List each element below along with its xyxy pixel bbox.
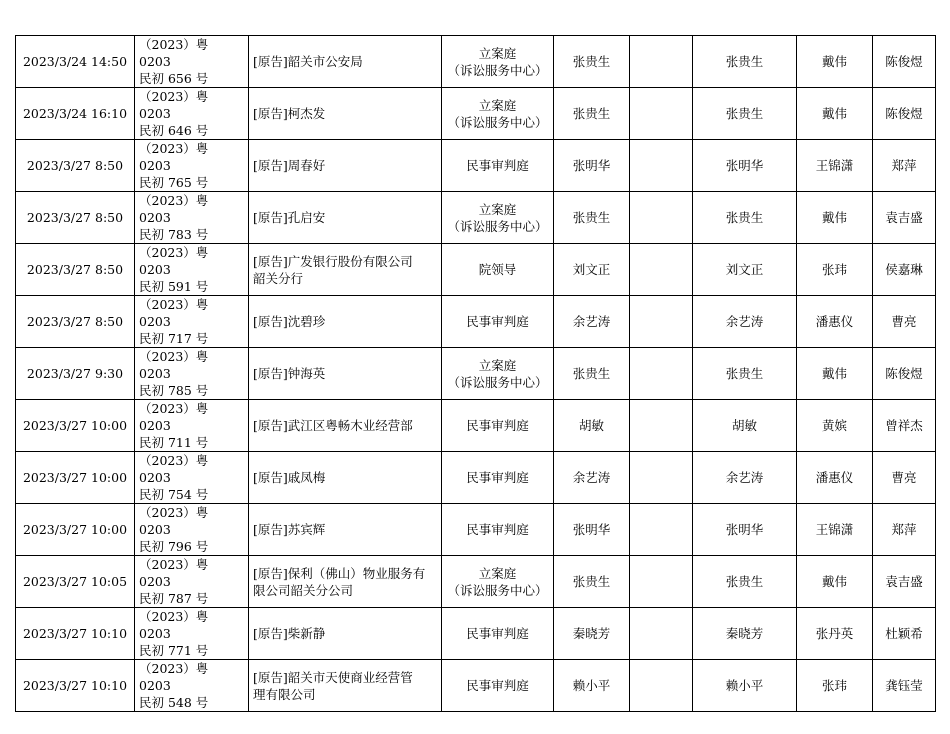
judge-assistant-cell [797, 400, 873, 452]
judge-assistant-cell-text: 王锦潇 [815, 522, 854, 537]
party-cell [249, 660, 442, 712]
table-row [16, 400, 936, 452]
clerk-cell-text: 龚钰莹 [885, 678, 923, 693]
party-cell [249, 36, 442, 88]
judge-assistant-cell [797, 88, 873, 140]
presiding-judge-cell-text: 张贵生 [725, 574, 764, 589]
hearing-time-cell-text: 2023/3/27 8:50 [26, 158, 124, 173]
table-row [16, 192, 936, 244]
judge-cell [554, 140, 630, 192]
blank-cell [630, 296, 693, 348]
presiding-judge-cell [693, 608, 797, 660]
hearing-time-cell-text: 2023/3/27 10:00 [22, 418, 128, 433]
hearing-time-cell [16, 608, 135, 660]
judge-cell-text: 张贵生 [572, 54, 611, 69]
judge-assistant-cell-text: 戴伟 [821, 574, 847, 589]
presiding-judge-cell [693, 556, 797, 608]
judge-assistant-cell-text: 张玮 [821, 678, 847, 693]
judge-cell-text: 张贵生 [572, 366, 611, 381]
tribunal-cell-text: 民事审判庭 [466, 678, 529, 693]
judge-cell [554, 504, 630, 556]
case-number-cell-text: （2023）粤 0203 [139, 89, 209, 121]
clerk-cell [873, 88, 936, 140]
case-number-cell-text: 民初 717 号 [139, 331, 209, 346]
hearing-time-cell [16, 400, 135, 452]
judge-assistant-cell-text: 戴伟 [821, 54, 847, 69]
table-row [16, 660, 936, 712]
tribunal-cell-text: （诉讼服务中心） [447, 62, 548, 78]
party-cell-text: [原告]保利（佛山）物业服务有 [253, 565, 426, 581]
party-cell-text: [原告]孔启安 [253, 210, 326, 225]
clerk-cell-text: 郑萍 [891, 158, 917, 173]
clerk-cell [873, 36, 936, 88]
hearing-time-cell-text: 2023/3/27 10:10 [22, 678, 128, 693]
clerk-cell-text: 郑萍 [891, 522, 917, 537]
party-cell-text: [原告]韶关市公安局 [253, 54, 363, 69]
judge-cell-text: 胡敏 [578, 418, 604, 433]
clerk-cell [873, 348, 936, 400]
judge-assistant-cell [797, 244, 873, 296]
case-number-cell-text: （2023）粤 0203 [139, 245, 209, 277]
presiding-judge-cell-text: 张贵生 [725, 210, 764, 225]
table-row [16, 504, 936, 556]
tribunal-cell-text: 立案庭 [478, 97, 517, 113]
case-number-cell-text: 民初 771 号 [139, 643, 209, 658]
judge-assistant-cell [797, 348, 873, 400]
presiding-judge-cell [693, 244, 797, 296]
party-cell [249, 504, 442, 556]
judge-cell [554, 556, 630, 608]
judge-cell [554, 36, 630, 88]
clerk-cell [873, 192, 936, 244]
case-number-cell-text: （2023）粤 0203 [139, 349, 209, 381]
judge-cell [554, 88, 630, 140]
judge-assistant-cell-text: 黄嫔 [821, 418, 847, 433]
hearing-time-cell-text: 2023/3/27 10:00 [22, 522, 128, 537]
tribunal-cell [442, 348, 554, 400]
hearing-time-cell [16, 140, 135, 192]
table-row [16, 556, 936, 608]
judge-cell-text: 余艺涛 [572, 314, 611, 329]
tribunal-cell-text: （诉讼服务中心） [447, 218, 548, 234]
case-number-cell [135, 400, 249, 452]
judge-assistant-cell [797, 140, 873, 192]
clerk-cell-text: 袁吉盛 [885, 210, 923, 225]
presiding-judge-cell [693, 452, 797, 504]
tribunal-cell-text: （诉讼服务中心） [447, 374, 548, 390]
judge-cell [554, 400, 630, 452]
hearing-time-cell [16, 192, 135, 244]
case-number-cell-text: （2023）粤 0203 [139, 609, 209, 641]
tribunal-cell [442, 88, 554, 140]
party-cell-text: [原告]广发银行股份有限公司 [253, 253, 413, 269]
blank-cell [630, 244, 693, 296]
case-number-cell-text: （2023）粤 0203 [139, 557, 209, 589]
tribunal-cell [442, 452, 554, 504]
tribunal-cell-text: 民事审判庭 [466, 418, 529, 433]
hearing-time-cell-text: 2023/3/27 8:50 [26, 262, 124, 277]
blank-cell [630, 660, 693, 712]
judge-cell-text: 秦晓芳 [572, 626, 611, 641]
judge-assistant-cell [797, 452, 873, 504]
case-number-cell [135, 244, 249, 296]
hearing-time-cell-text: 2023/3/27 8:50 [26, 314, 124, 329]
presiding-judge-cell [693, 660, 797, 712]
presiding-judge-cell [693, 296, 797, 348]
party-cell [249, 192, 442, 244]
judge-cell-text: 赖小平 [572, 678, 611, 693]
judge-assistant-cell-text: 潘惠仪 [815, 470, 854, 485]
tribunal-cell-text: 民事审判庭 [466, 314, 529, 329]
presiding-judge-cell-text: 刘文正 [725, 262, 764, 277]
tribunal-cell-text: 民事审判庭 [466, 522, 529, 537]
hearing-time-cell-text: 2023/3/27 10:00 [22, 470, 128, 485]
table-row [16, 140, 936, 192]
case-number-cell-text: （2023）粤 0203 [139, 297, 209, 329]
presiding-judge-cell-text: 张明华 [725, 158, 764, 173]
tribunal-cell-text: 立案庭 [478, 45, 517, 61]
tribunal-cell-text: 民事审判庭 [466, 470, 529, 485]
party-cell [249, 348, 442, 400]
judge-assistant-cell-text: 王锦潇 [815, 158, 854, 173]
judge-assistant-cell-text: 张丹英 [815, 626, 854, 641]
presiding-judge-cell [693, 192, 797, 244]
clerk-cell-text: 曹亮 [891, 314, 917, 329]
case-number-cell-text: 民初 656 号 [139, 71, 209, 86]
judge-assistant-cell-text: 戴伟 [821, 210, 847, 225]
table-row [16, 296, 936, 348]
table-row [16, 608, 936, 660]
blank-cell [630, 348, 693, 400]
tribunal-cell-text: 院领导 [478, 262, 517, 277]
clerk-cell-text: 杜颖希 [885, 626, 923, 641]
tribunal-cell-text: 立案庭 [478, 357, 517, 373]
case-number-cell [135, 452, 249, 504]
judge-cell-text: 张贵生 [572, 210, 611, 225]
judge-assistant-cell-text: 张玮 [821, 262, 847, 277]
table-row [16, 452, 936, 504]
judge-assistant-cell-text: 戴伟 [821, 366, 847, 381]
case-number-cell-text: 民初 785 号 [139, 383, 209, 398]
table-row [16, 88, 936, 140]
party-cell-text: [原告]韶关市天使商业经营管 [253, 669, 413, 685]
case-number-cell [135, 36, 249, 88]
blank-cell [630, 608, 693, 660]
clerk-cell [873, 504, 936, 556]
presiding-judge-cell-text: 张贵生 [725, 54, 764, 69]
case-number-cell-text: 民初 796 号 [139, 539, 209, 554]
party-cell [249, 452, 442, 504]
clerk-cell-text: 侯嘉琳 [885, 262, 923, 277]
tribunal-cell-text: 立案庭 [478, 565, 517, 581]
table-row [16, 36, 936, 88]
presiding-judge-cell-text: 张贵生 [725, 366, 764, 381]
table-row [16, 348, 936, 400]
party-cell-text: 限公司韶关分公司 [253, 582, 354, 598]
party-cell [249, 296, 442, 348]
case-number-cell-text: （2023）粤 0203 [139, 505, 209, 537]
party-cell [249, 140, 442, 192]
judge-cell [554, 296, 630, 348]
clerk-cell-text: 陈俊煜 [885, 366, 923, 381]
party-cell-text: [原告]钟海英 [253, 366, 326, 381]
judge-cell [554, 244, 630, 296]
judge-cell-text: 张贵生 [572, 574, 611, 589]
case-number-cell-text: （2023）粤 0203 [139, 141, 209, 173]
party-cell-text: [原告]柴新静 [253, 626, 326, 641]
party-cell-text: [原告]柯杰发 [253, 106, 326, 121]
tribunal-cell [442, 504, 554, 556]
hearing-time-cell [16, 452, 135, 504]
clerk-cell [873, 556, 936, 608]
clerk-cell-text: 袁吉盛 [885, 574, 923, 589]
tribunal-cell [442, 556, 554, 608]
judge-cell-text: 张贵生 [572, 106, 611, 121]
party-cell-text: [原告]武江区粤畅木业经营部 [253, 418, 413, 433]
case-number-cell [135, 504, 249, 556]
case-number-cell [135, 296, 249, 348]
presiding-judge-cell-text: 张明华 [725, 522, 764, 537]
judge-assistant-cell-text: 潘惠仪 [815, 314, 854, 329]
party-cell [249, 556, 442, 608]
judge-assistant-cell [797, 608, 873, 660]
case-number-cell-text: （2023）粤 0203 [139, 661, 209, 693]
judge-cell [554, 608, 630, 660]
case-number-cell [135, 192, 249, 244]
party-cell-text: 理有限公司 [253, 686, 316, 702]
clerk-cell [873, 244, 936, 296]
case-number-cell [135, 556, 249, 608]
judge-cell [554, 348, 630, 400]
case-number-cell-text: （2023）粤 0203 [139, 37, 209, 69]
blank-cell [630, 556, 693, 608]
hearing-schedule-table [15, 35, 936, 712]
judge-assistant-cell [797, 296, 873, 348]
clerk-cell-text: 陈俊煜 [885, 54, 923, 69]
judge-assistant-cell-text: 戴伟 [821, 106, 847, 121]
hearing-time-cell-text: 2023/3/24 14:50 [22, 54, 128, 69]
hearing-time-cell-text: 2023/3/27 10:05 [22, 574, 128, 589]
presiding-judge-cell [693, 348, 797, 400]
hearing-time-cell [16, 36, 135, 88]
tribunal-cell-text: 立案庭 [478, 201, 517, 217]
presiding-judge-cell [693, 36, 797, 88]
judge-assistant-cell [797, 660, 873, 712]
hearing-time-cell [16, 244, 135, 296]
judge-assistant-cell [797, 192, 873, 244]
hearing-time-cell-text: 2023/3/27 9:30 [26, 366, 124, 381]
case-number-cell-text: 民初 765 号 [139, 175, 209, 190]
case-number-cell-text: 民初 548 号 [139, 695, 209, 710]
hearing-time-cell-text: 2023/3/24 16:10 [22, 106, 128, 121]
case-number-cell-text: 民初 646 号 [139, 123, 209, 138]
clerk-cell [873, 608, 936, 660]
case-number-cell-text: 民初 591 号 [139, 279, 209, 294]
presiding-judge-cell [693, 140, 797, 192]
case-number-cell-text: （2023）粤 0203 [139, 453, 209, 485]
blank-cell [630, 88, 693, 140]
presiding-judge-cell [693, 400, 797, 452]
clerk-cell-text: 曾祥杰 [885, 418, 923, 433]
case-number-cell-text: 民初 754 号 [139, 487, 209, 502]
tribunal-cell [442, 244, 554, 296]
blank-cell [630, 36, 693, 88]
blank-cell [630, 452, 693, 504]
hearing-time-cell [16, 348, 135, 400]
case-number-cell [135, 88, 249, 140]
case-number-cell [135, 140, 249, 192]
blank-cell [630, 400, 693, 452]
tribunal-cell [442, 400, 554, 452]
case-number-cell-text: （2023）粤 0203 [139, 193, 209, 225]
blank-cell [630, 140, 693, 192]
judge-assistant-cell [797, 504, 873, 556]
presiding-judge-cell [693, 88, 797, 140]
hearing-time-cell-text: 2023/3/27 10:10 [22, 626, 128, 641]
judge-cell-text: 张明华 [572, 158, 611, 173]
presiding-judge-cell-text: 秦晓芳 [725, 626, 764, 641]
clerk-cell [873, 296, 936, 348]
judge-cell-text: 张明华 [572, 522, 611, 537]
case-number-cell [135, 660, 249, 712]
tribunal-cell [442, 36, 554, 88]
hearing-time-cell [16, 660, 135, 712]
party-cell-text: [原告]周春好 [253, 158, 326, 173]
tribunal-cell-text: （诉讼服务中心） [447, 582, 548, 598]
table-body [16, 36, 936, 712]
tribunal-cell [442, 660, 554, 712]
judge-cell [554, 452, 630, 504]
case-number-cell-text: 民初 711 号 [139, 435, 209, 450]
presiding-judge-cell [693, 504, 797, 556]
judge-assistant-cell [797, 36, 873, 88]
clerk-cell [873, 452, 936, 504]
presiding-judge-cell-text: 胡敏 [731, 418, 757, 433]
case-number-cell [135, 348, 249, 400]
tribunal-cell [442, 140, 554, 192]
clerk-cell-text: 曹亮 [891, 470, 917, 485]
tribunal-cell-text: （诉讼服务中心） [447, 114, 548, 130]
tribunal-cell-text: 民事审判庭 [466, 158, 529, 173]
hearing-time-cell [16, 504, 135, 556]
presiding-judge-cell-text: 赖小平 [725, 678, 764, 693]
party-cell-text: [原告]戚凤梅 [253, 470, 326, 485]
party-cell [249, 244, 442, 296]
case-number-cell-text: 民初 783 号 [139, 227, 209, 242]
party-cell [249, 400, 442, 452]
blank-cell [630, 504, 693, 556]
party-cell-text: [原告]苏宾辉 [253, 522, 326, 537]
presiding-judge-cell-text: 张贵生 [725, 106, 764, 121]
party-cell-text: 韶关分行 [253, 270, 304, 286]
table-row [16, 244, 936, 296]
party-cell [249, 608, 442, 660]
case-number-cell-text: 民初 787 号 [139, 591, 209, 606]
tribunal-cell [442, 192, 554, 244]
tribunal-cell-text: 民事审判庭 [466, 626, 529, 641]
hearing-time-cell [16, 296, 135, 348]
judge-assistant-cell [797, 556, 873, 608]
party-cell [249, 88, 442, 140]
judge-cell [554, 192, 630, 244]
tribunal-cell [442, 608, 554, 660]
hearing-time-cell [16, 556, 135, 608]
judge-cell [554, 660, 630, 712]
clerk-cell [873, 140, 936, 192]
judge-cell-text: 余艺涛 [572, 470, 611, 485]
clerk-cell-text: 陈俊煜 [885, 106, 923, 121]
tribunal-cell [442, 296, 554, 348]
presiding-judge-cell-text: 余艺涛 [725, 314, 764, 329]
judge-cell-text: 刘文正 [572, 262, 611, 277]
case-number-cell [135, 608, 249, 660]
hearing-time-cell-text: 2023/3/27 8:50 [26, 210, 124, 225]
blank-cell [630, 192, 693, 244]
presiding-judge-cell-text: 余艺涛 [725, 470, 764, 485]
clerk-cell [873, 400, 936, 452]
clerk-cell [873, 660, 936, 712]
case-number-cell-text: （2023）粤 0203 [139, 401, 209, 433]
party-cell-text: [原告]沈碧珍 [253, 314, 326, 329]
hearing-time-cell [16, 88, 135, 140]
